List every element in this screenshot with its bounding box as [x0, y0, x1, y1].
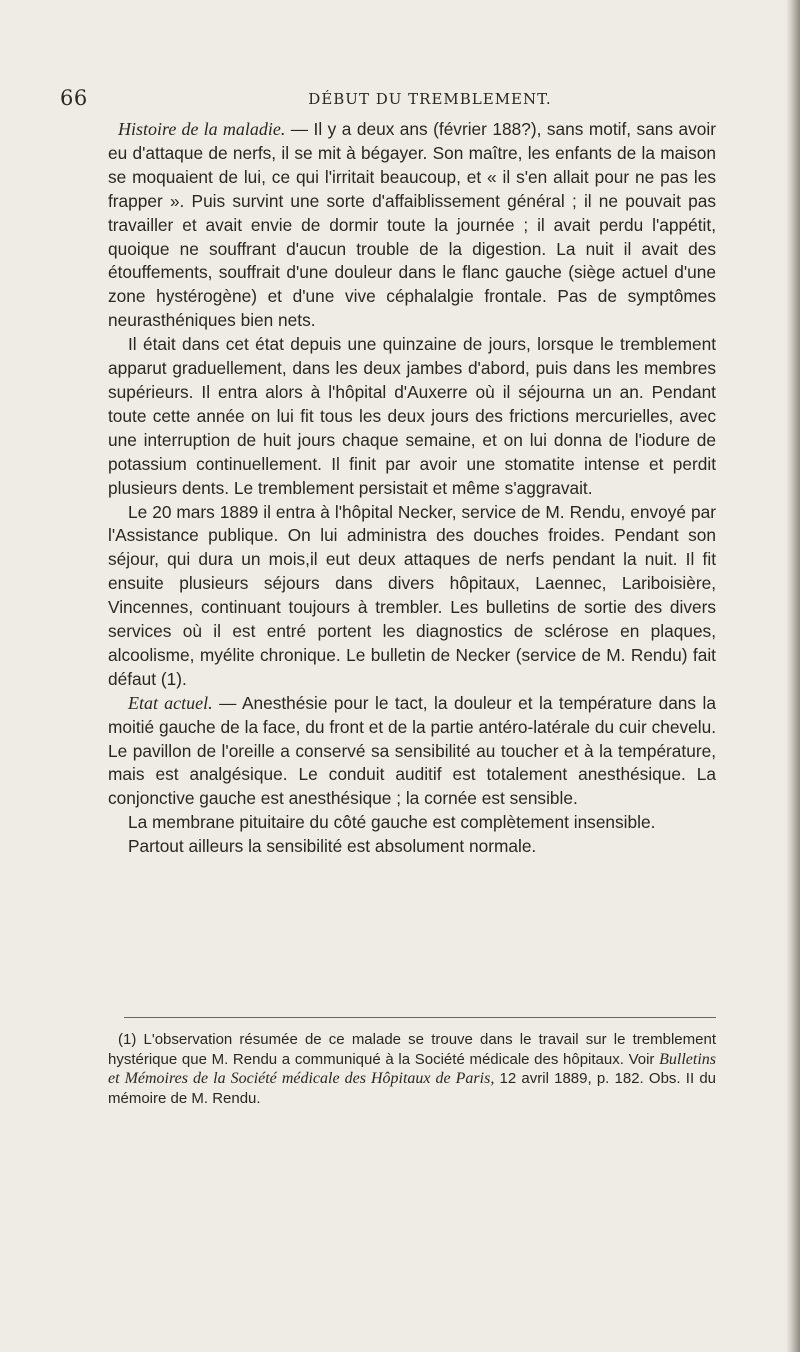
running-title: DÉBUT DU TREMBLEMENT.	[308, 90, 552, 108]
footnote	[108, 1030, 716, 1109]
footnote-citation: Bulletins et Mémoires de la Société médicale des Hôpitaux de Paris,	[108, 1050, 716, 1088]
section-lead-etat-actuel: Etat actuel.	[128, 692, 213, 713]
footnote-rule	[124, 1017, 716, 1018]
paragraph-partout: Partout ailleurs la sensibilité est absolument normale.	[128, 836, 537, 857]
page-header	[60, 86, 740, 116]
paragraph-text: — Anesthésie pour le tact, la douleur et la température dans la moitié gauche de la face, du front et de la partie antéro-latérale du cuir chevelu. Le pavillon de l'oreille a conservé sa sensibilité au toucher et à la température, mais est analgésique. Le conduit auditif est totalement anesthésique. La conjonctive gauche est anesthésique ; la cornée est sensible.	[108, 692, 716, 809]
page-number: 66	[60, 86, 88, 110]
page-edge-shadow	[786, 0, 800, 1352]
footnote-text-before: (1) L'observation résumée de ce malade se trouve dans le travail sur le tremblement hystérique que M. Rendu a communiqué à la Société médicale des hôpitaux. Voir	[108, 1031, 716, 1068]
paragraph-histoire	[108, 118, 716, 333]
paragraph-pituitaire: La membrane pituitaire du côté gauche est complètement insensible.	[128, 812, 656, 833]
paragraph-etat-actuel	[108, 692, 716, 812]
body-text	[108, 118, 716, 859]
paragraph-text: — Il y a deux ans (février 188?), sans motif, sans avoir eu d'attaque de nerfs, il se mit à bégayer. Son maître, les enfants de la maison se moquaient de lui, ce qui l'irritait beaucoup, et « il s'en allait pour ne pas les frapper ». Puis survint une sorte d'affaiblissement général ; il ne pouvait pas travailler et avait envie de dormir toute la journée ; il avait perdu l'appétit, quoique ne souffrant d'aucun trouble de la digestion. La nuit il avait des étouffements, souffrait d'une douleur dans le flanc gauche (siège actuel d'une zone hystérogène) et d'une vive céphalalgie frontale. Pas de symptômes neurasthéniques bien nets.	[108, 119, 716, 331]
footnote-text-after: 12 avril 1889, p. 182. Obs. II du mémoire de M. Rendu.	[108, 1070, 717, 1108]
paragraph-necker: Le 20 mars 1889 il entra à l'hôpital Necker, service de M. Rendu, envoyé par l'Assistance publique. On lui administra des douches froides. Pendant son séjour, qui dura un mois,il eut deux attaques de nerfs pendant la nuit. Il fit ensuite plusieurs séjours dans divers hôpitaux, Laennec, Lariboisière, Vincennes, continuant toujours à trembler. Les bulletins de sortie des divers services où il est entré portent les diagnostics de sclérose en plaques, alcoolisme, myélite chronique. Le bulletin de Necker (service de M. Rendu) fait défaut (1).	[108, 501, 716, 689]
paragraph-tremblement: Il était dans cet état depuis une quinzaine de jours, lorsque le tremblement apparut graduellement, dans les deux jambes d'abord, puis dans les membres supérieurs. Il entra alors à l'hôpital d'Auxerre où il séjourna un an. Pendant toute cette année on lui fit tous les deux jours des frictions mercurielles, avec une interruption de huit jours chaque semaine, et on lui donna de l'iodure de potassium continuellement. Il finit par avoir une stomatite intense et perdit plusieurs dents. Le tremblement persistait et même s'aggravait.	[108, 334, 716, 498]
section-lead-histoire: Histoire de la maladie.	[118, 119, 286, 139]
